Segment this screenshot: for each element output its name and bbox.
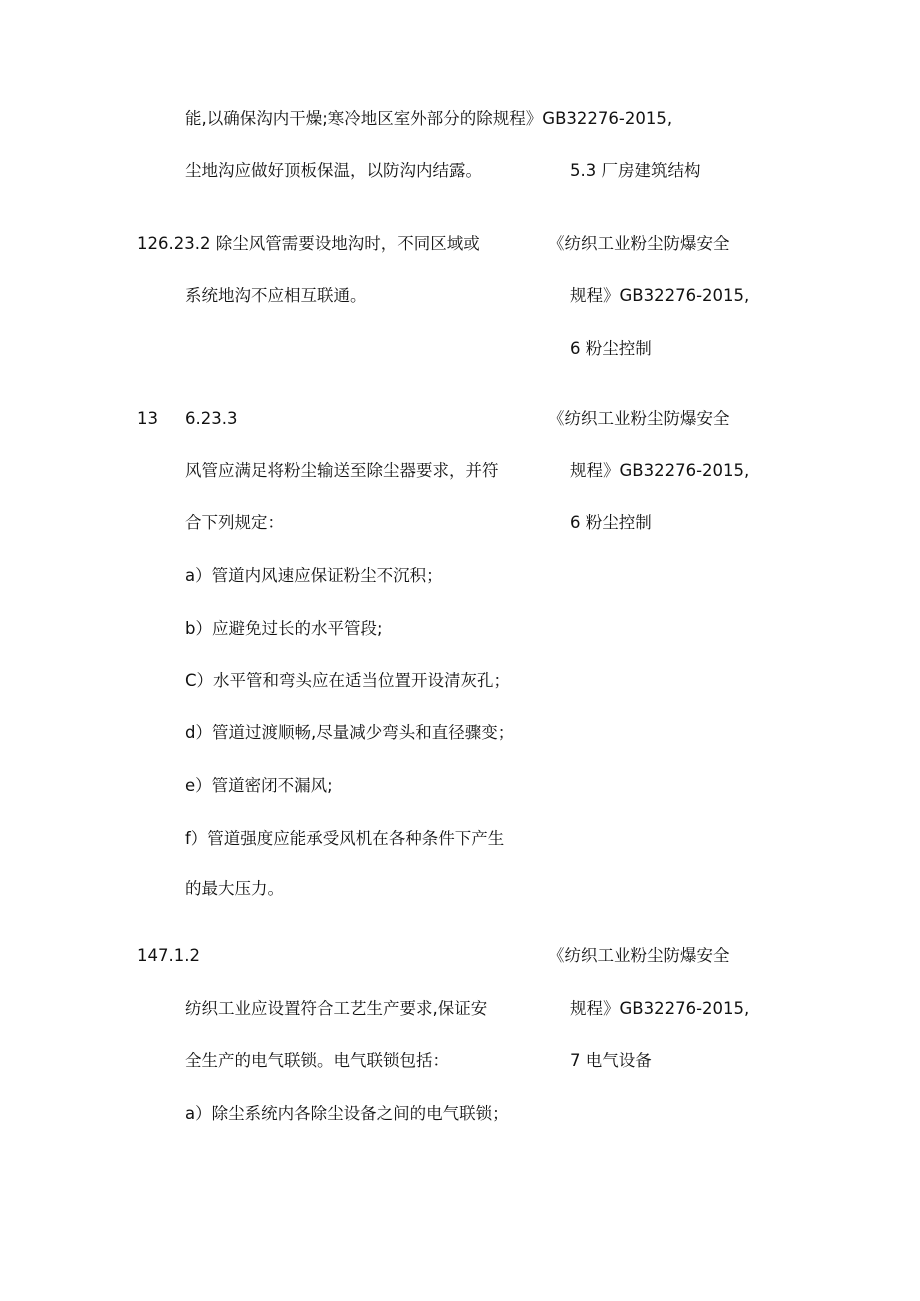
- text-line: 6 粉尘控制: [570, 339, 652, 358]
- text-line: 《纺织工业粉尘防爆安全: [548, 409, 730, 428]
- text-line: 5.3 厂房建筑结构: [570, 161, 701, 180]
- text-line: 系统地沟不应相互联通。: [185, 286, 367, 305]
- text-line: a）除尘系统内各除尘设备之间的电气联锁；: [185, 1104, 509, 1123]
- text-line: 尘地沟应做好顶板保温，以防沟内结露。: [185, 161, 482, 180]
- text-line: 风管应满足将粉尘输送至除尘器要求，并符: [185, 461, 499, 480]
- text-line: 纺织工业应设置符合工艺生产要求,保证安: [185, 999, 488, 1018]
- text-line: 规程》GB32276-2015,: [570, 461, 750, 480]
- text-line: 规程》GB32276-2015,: [570, 286, 750, 305]
- text-line: 全生产的电气联锁。电气联锁包括：: [185, 1051, 449, 1070]
- text-line: 规程》GB32276-2015,: [570, 999, 750, 1018]
- text-line: b）应避免过长的水平管段;: [185, 619, 383, 638]
- text-line: C）水平管和弯头应在适当位置开设清灰孔；: [185, 671, 511, 690]
- text-line: 147.1.2: [137, 946, 200, 965]
- text-line: 的最大压力。: [185, 879, 284, 898]
- text-line: a）管道内风速应保证粉尘不沉积；: [185, 566, 443, 585]
- text-line: 126.23.2 除尘风管需要设地沟时，不同区域或: [137, 234, 480, 253]
- text-line: 《纺织工业粉尘防爆安全: [548, 234, 730, 253]
- text-line: 7 电气设备: [570, 1051, 652, 1070]
- text-line: f）管道强度应能承受风机在各种条件下产生: [185, 829, 505, 848]
- text-line: d）管道过渡顺畅,尽量减少弯头和直径骤变；: [185, 723, 515, 742]
- text-line: 能,以确保沟内干燥;寒冷地区室外部分的除规程》GB32276-2015,: [185, 109, 673, 128]
- text-line: 《纺织工业粉尘防爆安全: [548, 946, 730, 965]
- text-line: e）管道密闭不漏风;: [185, 776, 333, 795]
- text-line: 13: [137, 409, 158, 428]
- text-line: 6 粉尘控制: [570, 513, 652, 532]
- text-line: 合下列规定：: [185, 513, 284, 532]
- text-line: 6.23.3: [185, 409, 238, 428]
